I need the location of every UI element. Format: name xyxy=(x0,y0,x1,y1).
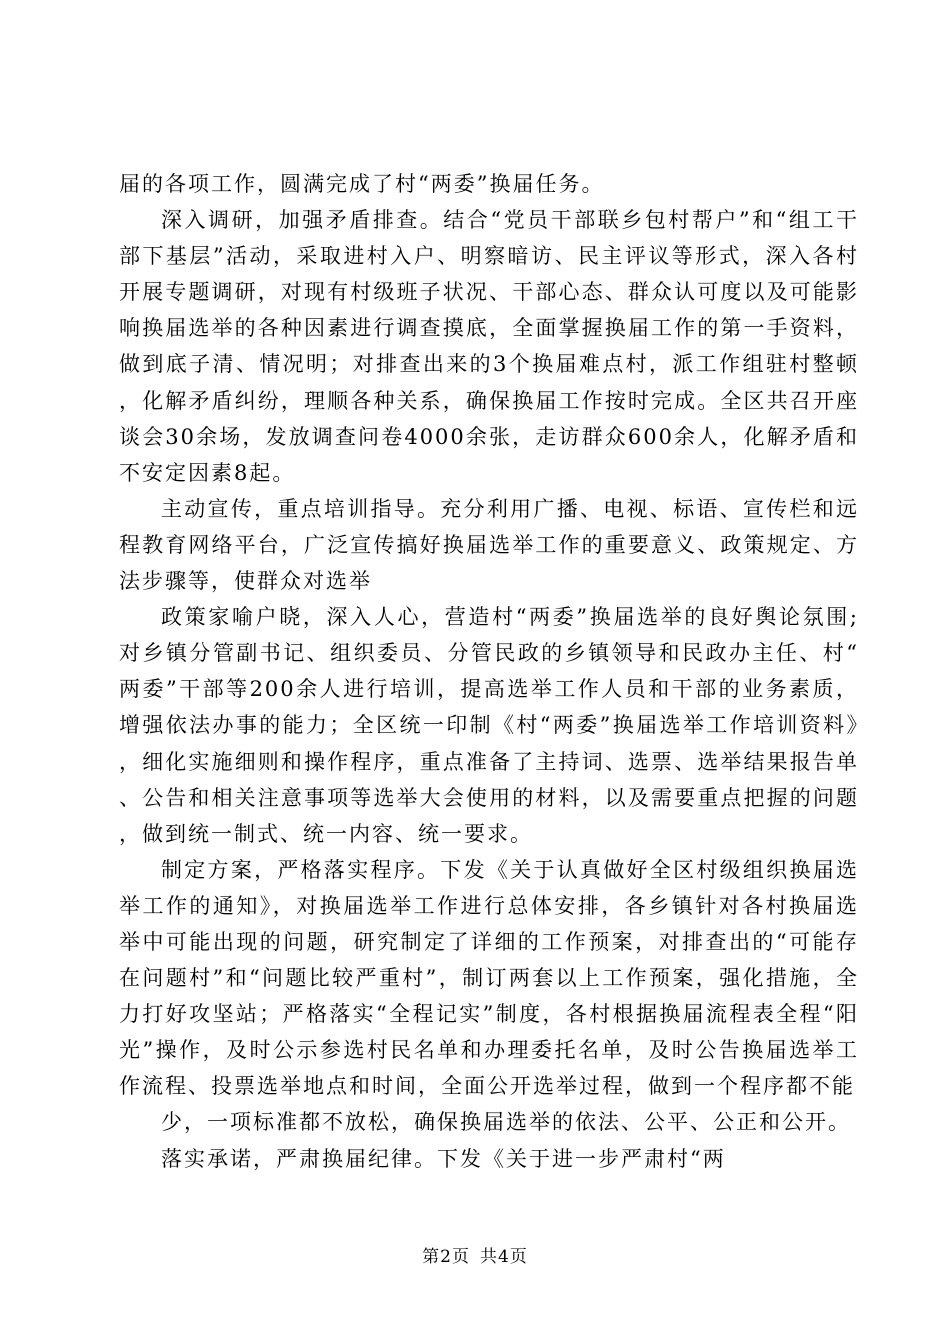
paragraph: 制定方案，严格落实程序。下发《关于认真做好全区村级组织换届选举工作的通知》，对换届选举工作进行总体安排，各乡镇针对各村换届选举中可能出现的问题，研究制定了详细的工作预案，对排查出的“可能存在问题村”和“问题比较严重村”，制订两套以上工作预案，强化措施，全力打好攻坚站；严格落实“全程记实”制度，各村根据换届流程表全程“阳光”操作，及时公示参选村民名单和办理委托名单，及时公告换届选举工作流程、投票选举地点和时间，全面公开选举过程，做到一个程序都不能 xyxy=(119,857,859,1099)
paragraph: 深入调研，加强矛盾排查。结合“党员干部联乡包村帮户”和“组工干部下基层”活动，采取进村入户、明察暗访、民主评议等形式，深入各村开展专题调研，对现有村级班子状况、干部心态、群众认可度以及可能影响换届选举的各种因素进行调查摸底，全面掌握换届工作的第一手资料，做到底子清、情况明；对排查出来的3个换届难点村，派工作组驻村整顿，化解矛盾纠纷，理顺各种关系，确保换届工作按时完成。全区共召开座谈会30余场，发放调查问卷4000余张，走访群众600余人，化解矛盾和不安定因素8起。 xyxy=(119,208,859,485)
page-footer xyxy=(0,1246,950,1268)
paragraph: 落实承诺，严肃换届纪律。下发《关于进一步严肃村“两 xyxy=(161,1146,726,1171)
page-number: 第2页 xyxy=(422,1247,470,1267)
paragraph: 主动宣传，重点培训指导。充分利用广播、电视、标语、宣传栏和远程教育网络平台，广泛宣传搞好换届选举工作的重要意义、政策规定、方法步骤等，使群众对选举 xyxy=(119,496,859,594)
paragraph: 届的各项工作，圆满完成了村“两委”换届任务。 xyxy=(119,172,605,196)
paragraph: 少，一项标准都不放松，确保换届选举的依法、公平、公正和公开。 xyxy=(161,1110,851,1135)
document-body xyxy=(119,166,859,1177)
paragraph: 政策家喻户晓，深入人心，营造村“两委”换届选举的良好舆论氛围;对乡镇分管副书记、组织委员、分管民政的乡镇领导和民政办主任、村“两委”干部等200余人进行培训，提高选举工作人员和干部的业务素质，增强依法办事的能力；全区统一印制《村“两委”换届选举工作培训资料》，细化实施细则和操作程序，重点准备了主持词、选票、选举结果报告单、公告和相关注意事项等选举大会使用的材料，以及需要重点把握的问题，做到统一制式、统一内容、统一要求。 xyxy=(119,605,859,846)
page-total: 共4页 xyxy=(480,1247,528,1267)
